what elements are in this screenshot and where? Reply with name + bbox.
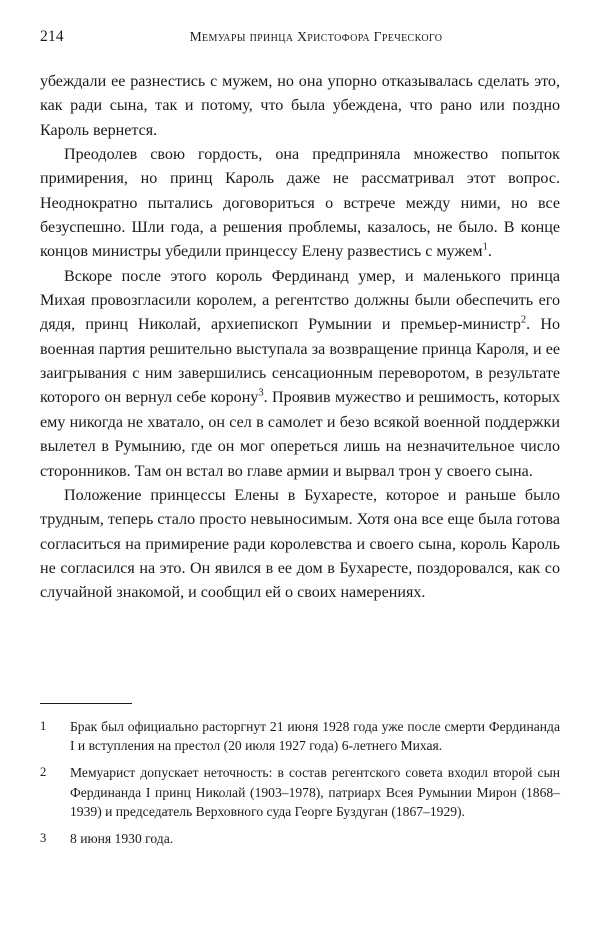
footnote-ref-1[interactable]: 1 — [482, 242, 488, 254]
paragraph-3-text: Вскоре после этого король Фердинанд умер, и маленького принца Михая провозгласили королем, а регентство должны были обеспечить его дядя, принц Николай, архиепископ Румынии и премьер-министр — [40, 267, 560, 334]
paragraph-1: убеждали ее разнестись с мужем, но она упорно отказывалась сделать это, как ради сына, так и потому, что была убеждена, что рано или поздно Кароль вернется. — [40, 73, 560, 139]
footnote-ref-3[interactable]: 3 — [258, 388, 264, 400]
paragraph-2-text: Преодолев свою гордость, она предприняла множество попыток примирения, но принц Кароль даже не рассматривал этот вопрос. Неоднократно пытались договориться о встрече между ними, но все безуспешно. Шли года, а решения проблемы, казалось, не было. В конце концов министры убедили принцессу Елену развестись с мужем — [40, 146, 560, 261]
paragraph-3 — [40, 265, 560, 484]
footnote-item — [40, 763, 560, 821]
body-text — [40, 70, 560, 606]
paragraph-2-tail: . — [487, 243, 492, 261]
page-number: 214 — [40, 28, 64, 45]
footnote-ref-2[interactable]: 2 — [520, 315, 527, 327]
footnote-number: 3 — [40, 831, 47, 846]
footnote-number: 1 — [40, 719, 47, 733]
footnote-text: Брак был официально расторгнут 21 июня 1928 года уже после смерти Фердинанда I и вступления на престол (20 июля 1927 года) 6-летнего Михая. — [70, 719, 560, 754]
footnote-item — [40, 717, 560, 755]
paragraph-3-mid: . Но военная партия решительно выступала за возвращение принца Кароля, и ее заигрывания с ним завершились сенсационным переворотом, в результате которого он вернул себе корону — [40, 316, 560, 407]
paragraph-2 — [40, 143, 560, 265]
footnote-number: 2 — [40, 765, 47, 780]
footnote-separator-rule — [40, 703, 132, 704]
running-title: Мемуары принца Христофора Греческого — [189, 29, 443, 44]
footnote-text: 8 июня 1930 года. — [70, 831, 174, 847]
page-header — [40, 28, 560, 46]
paragraph-3-tail: . Проявив мужество и решимость, которых ему никогда не хватало, он сел в самолет и безо всякой военной поддержки вылетел в Румынию, где он мог опереться лишь на незначительное число сторонников. Там он встал во главе армии и вырвал трон у своего сына. — [40, 389, 560, 480]
footnote-item — [40, 829, 560, 848]
footnotes-section — [40, 703, 560, 856]
paragraph-4: Положение принцессы Елены в Бухаресте, которое и раньше было трудным, теперь стало просто невыносимым. Хотя она все еще была готова согласиться на примирение ради королевства и своего сына, король Кароль не согласился на это. Он явился в ее дом в Бухаресте, поздоровался, как со случайной знакомой, и сообщил ей о своих намерениях. — [40, 486, 560, 602]
footnote-text: Мемуарист допускает неточность: в состав регентского совета входил второй сын Фердинанда I принц Николай (1903–1978), патриарх Всея Румынии Мирон (1868–1939) и председатель Верховного суда Георге Буздуган (1867–1929). — [70, 765, 560, 819]
